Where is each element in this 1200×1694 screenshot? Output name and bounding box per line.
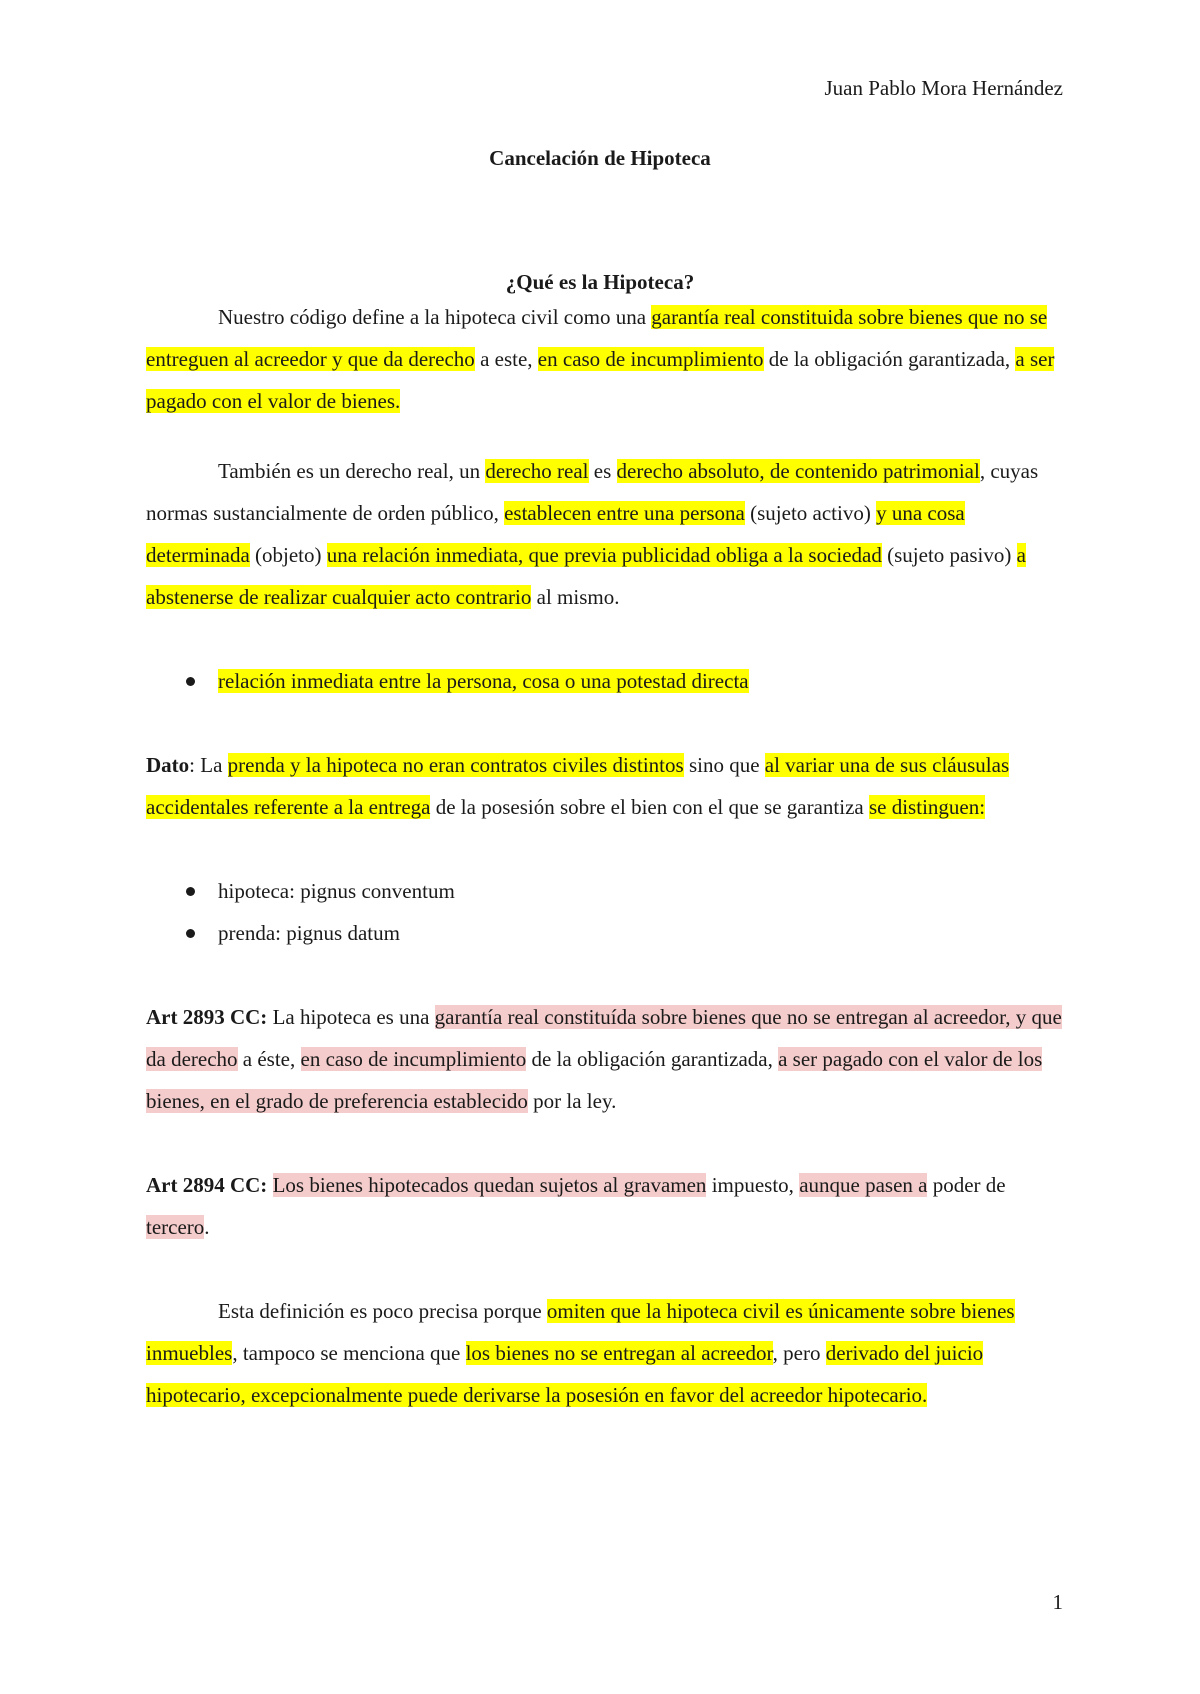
paragraph-conclusion <box>146 1290 1062 1416</box>
list-item-text: prenda: pignus datum <box>218 921 400 945</box>
highlight-yellow: en caso de incumplimiento <box>537 347 764 371</box>
list-item <box>146 870 1062 912</box>
text-run: , tampoco se menciona que <box>232 1341 466 1365</box>
highlight-pink: aunque pasen a <box>799 1173 928 1197</box>
article-label: Art 2893 CC: <box>146 1005 268 1029</box>
text-run: es <box>588 459 617 483</box>
document-title: Cancelación de Hipoteca <box>489 146 711 170</box>
paragraph-derecho-real <box>146 450 1062 618</box>
highlight-yellow: prenda y la hipoteca no eran contratos civiles distintos <box>227 753 684 777</box>
bullet-icon <box>186 677 195 686</box>
highlight-pink: en caso de incumplimiento <box>300 1047 527 1071</box>
highlight-yellow: se distinguen: <box>868 795 986 819</box>
text-run: por la ley. <box>527 1089 617 1113</box>
text-run: de la posesión sobre el bien con el que se garantiza <box>430 795 869 819</box>
highlight-yellow: y una cosa determinada <box>146 501 965 567</box>
page-number: 1 <box>1052 1590 1063 1614</box>
text-run: , pero <box>772 1341 826 1365</box>
highlight-yellow: a ser pagado con el valor de bienes. <box>146 347 1055 413</box>
text-run: de la obligación garantizada, <box>763 347 1016 371</box>
highlight-yellow: derivado del juicio hipotecario, excepcionalmente puede derivarse la posesión en favor del acreedor hipotecario. <box>146 1341 984 1407</box>
bullet-icon <box>186 887 195 896</box>
list-item-text: hipoteca: pignus conventum <box>218 879 455 903</box>
text-run: Nuestro código define a la hipoteca civil como una <box>218 305 652 329</box>
highlight-yellow: relación inmediata entre la persona, cosa o una potestad directa <box>218 669 749 693</box>
highlight-yellow: al variar una de sus cláusulas accidentales referente a la entrega <box>146 753 1010 819</box>
highlight-yellow: los bienes no se entregan al acreedor <box>465 1341 773 1365</box>
text-run: : La <box>189 753 228 777</box>
highlight-yellow: establecen entre una persona <box>504 501 745 525</box>
highlight-pink: garantía real constituída sobre bienes que no se entregan al acreedor, y que da derecho <box>146 1005 1062 1071</box>
list-item <box>146 660 1062 702</box>
text-run: , cuyas normas sustancialmente de orden público, <box>146 459 1039 525</box>
text-run: Esta definición es poco precisa porque <box>218 1299 547 1323</box>
text-run: a éste, <box>237 1047 301 1071</box>
text-run: poder de <box>927 1173 1006 1197</box>
highlight-yellow: a abstenerse de realizar cualquier acto contrario <box>146 543 1026 609</box>
paragraph-art-2893 <box>146 996 1062 1122</box>
bullet-list-relacion <box>146 660 1062 702</box>
paragraph-definition <box>146 296 1062 422</box>
text-run: al mismo. <box>531 585 620 609</box>
bullet-list-pignus <box>146 870 1062 954</box>
text-run: La hipoteca es una <box>267 1005 435 1029</box>
highlight-yellow: derecho real <box>485 459 589 483</box>
article-label: Art 2894 CC: <box>146 1173 268 1197</box>
text-run: de la obligación garantizada, <box>526 1047 779 1071</box>
highlight-pink: tercero <box>146 1215 205 1239</box>
text-run: (sujeto pasivo) <box>881 543 1017 567</box>
list-item <box>146 912 1062 954</box>
text-run <box>267 1173 272 1197</box>
highlight-pink: a ser pagado con el valor de los bienes, en el grado de preferencia establecido <box>146 1047 1043 1113</box>
section-title: ¿Qué es la Hipoteca? <box>505 270 695 294</box>
text-run: impuesto, <box>706 1173 800 1197</box>
text-run: También es un derecho real, un <box>218 459 486 483</box>
highlight-yellow: garantía real constituida sobre bienes que no se entreguen al acreedor y que da derecho <box>146 305 1048 371</box>
dato-label: Dato <box>146 753 190 777</box>
bullet-icon <box>186 929 195 938</box>
author-header: Juan Pablo Mora Hernández <box>824 76 1063 100</box>
highlight-yellow: derecho absoluto, de contenido patrimonial <box>616 459 980 483</box>
text-run: (objeto) <box>249 543 327 567</box>
highlight-yellow: omiten que la hipoteca civil es únicamente sobre bienes inmuebles <box>146 1299 1015 1365</box>
text-run: a este, <box>474 347 538 371</box>
highlight-pink: Los bienes hipotecados quedan sujetos al gravamen <box>272 1173 707 1197</box>
paragraph-art-2894 <box>146 1164 1062 1248</box>
text-run: sino que <box>683 753 765 777</box>
text-run: . <box>204 1215 210 1239</box>
highlight-yellow: una relación inmediata, que previa publicidad obliga a la sociedad <box>326 543 882 567</box>
paragraph-dato <box>146 744 1062 828</box>
text-run: (sujeto activo) <box>744 501 877 525</box>
